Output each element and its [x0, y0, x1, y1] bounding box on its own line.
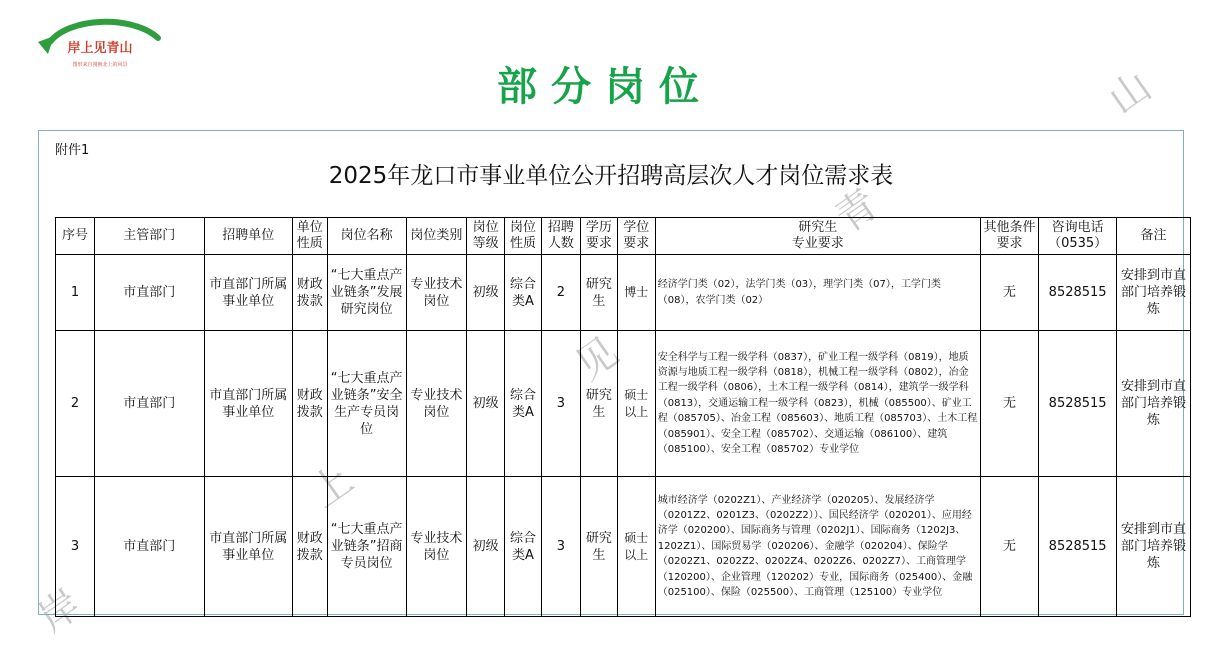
cell-phone: 8528515: [1039, 331, 1117, 477]
header-spec-line2: 专业要求: [791, 236, 844, 251]
header-phone: [1039, 218, 1117, 255]
cell-dept: 市直部门: [94, 331, 204, 477]
cell-remark: 安排到市直部门培养锻炼: [1117, 477, 1191, 617]
cell-spec: 安全科学与工程一级学科（0837），矿业工程一级学科（0819），地质资源与地质工程一级学科（0818），机械工程一级学科（0802），冶金工程一级学科（0806），土木工程一级学科（0814），建筑学一级学科（0813），交通运输工程一级学科（0823），机械（085500）、矿业工程（085705）、冶金工程（085603）、地质工程（085703）、土木工程（085901）、安全工程（085702）、交通运输（086100）、建筑（085100）、安全工程（085702）专业学位: [655, 331, 980, 477]
header-nature: 单位性质: [292, 218, 327, 255]
watermark-char: 上: [302, 456, 362, 517]
cell-post-nature: 综合类A: [505, 477, 542, 617]
cell-remark: 安排到市直部门培养锻炼: [1117, 255, 1191, 331]
header-phone-line2: （0535）: [1048, 236, 1108, 251]
cell-unit: 市直部门所属事业单位: [204, 255, 292, 331]
header-phone-line1: 咨询电话: [1051, 220, 1104, 235]
cell-category: 专业技术岗位: [406, 477, 466, 617]
cell-no: 2: [56, 331, 95, 477]
cell-unit: 市直部门所属事业单位: [204, 477, 292, 617]
watermark-char: 山: [1100, 63, 1160, 124]
cell-count: 3: [541, 331, 580, 477]
cell-degree: 硕士以上: [617, 331, 655, 477]
cell-count: 3: [541, 477, 580, 617]
cell-level: 初级: [467, 477, 505, 617]
header-remark: 备注: [1117, 218, 1191, 255]
header-spec-line1: 研究生: [798, 220, 838, 235]
cell-degree: 硕士以上: [617, 477, 655, 617]
annex-label: 附件1: [55, 143, 90, 158]
header-dept: 主管部门: [94, 218, 204, 255]
header-no: 序号: [56, 218, 95, 255]
header-post: 岗位名称: [327, 218, 406, 255]
header-post-nature: 岗位性质: [505, 218, 542, 255]
cell-level: 初级: [467, 255, 505, 331]
header-edu: 学历要求: [580, 218, 617, 255]
positions-table: [55, 217, 1191, 617]
header-level: 岗位等级: [467, 218, 505, 255]
cell-phone: 8528515: [1039, 477, 1117, 617]
cell-nature: 财政拨款: [292, 477, 327, 617]
cell-post: “七大重点产业链条”发展研究岗位: [327, 255, 406, 331]
cell-remark: 安排到市直部门培养锻炼: [1117, 331, 1191, 477]
header-unit: 招聘单位: [204, 218, 292, 255]
watermark-char: 青: [827, 181, 887, 242]
cell-post: “七大重点产业链条”安全生产专员岗位: [327, 331, 406, 477]
cell-phone: 8528515: [1039, 255, 1117, 331]
page-heading: 部分岗位: [497, 64, 713, 110]
watermark-char: 岸: [30, 581, 90, 642]
table-row: [56, 255, 1191, 331]
cell-nature: 财政拨款: [292, 255, 327, 331]
cell-edu: 研究生: [580, 477, 617, 617]
cell-level: 初级: [467, 331, 505, 477]
cell-unit: 市直部门所属事业单位: [204, 331, 292, 477]
cell-degree: 博士: [617, 255, 655, 331]
cell-count: 2: [541, 255, 580, 331]
cell-no: 1: [56, 255, 95, 331]
header-category: 岗位类别: [406, 218, 466, 255]
table-row: [56, 331, 1191, 477]
cell-edu: 研究生: [580, 331, 617, 477]
cell-other: 无: [980, 477, 1038, 617]
cell-other: 无: [980, 255, 1038, 331]
cell-post-nature: 综合类A: [505, 331, 542, 477]
document-frame: [38, 130, 1187, 615]
document-title: 2025年龙口市事业单位公开招聘高层次人才岗位需求表: [328, 163, 894, 189]
table-row: [56, 477, 1191, 617]
cell-post-nature: 综合类A: [505, 255, 542, 331]
cell-spec: 城市经济学（0202Z1）、产业经济学（020205）、发展经济学（0201Z2、0201Z3、（0202Z2））、国民经济学（020201）、应用经济学（020200）、国际商务与管理（0202J1）、国际商务（1202J3、1202Z1）、国际贸易学（020206）、金融学（020204）、保险学（0202Z1、0202Z2、0202Z4、0202Z6、0202Z7）、工商管理学（120200）、企业管理（120202）专业，国际商务（025400）、金融（025100）、保险（025500）、工商管理（125100）专业学位: [655, 477, 980, 617]
cell-spec: 经济学门类（02），法学门类（03），理学门类（07），工学门类（08），农学门类（02）: [655, 255, 980, 331]
logo-text: 岸上见青山: [67, 41, 133, 56]
cell-edu: 研究生: [580, 255, 617, 331]
cell-nature: 财政拨款: [292, 331, 327, 477]
header-count: 招聘人数: [541, 218, 580, 255]
cell-other: 无: [980, 331, 1038, 477]
cell-dept: 市直部门: [94, 255, 204, 331]
header-spec: [655, 218, 980, 255]
cell-dept: 市直部门: [94, 477, 204, 617]
cell-category: 专业技术岗位: [406, 255, 466, 331]
cell-post: “七大重点产业链条”招商专员岗位: [327, 477, 406, 617]
watermark-char: 见: [567, 329, 627, 390]
header-degree: 学位要求: [617, 218, 655, 255]
cell-no: 3: [56, 477, 95, 617]
logo-subtext: 图形来自漫画北上的风景: [72, 62, 128, 68]
header-other: 其他条件要求: [980, 218, 1038, 255]
cell-category: 专业技术岗位: [406, 331, 466, 477]
table-header-row: [56, 218, 1191, 255]
